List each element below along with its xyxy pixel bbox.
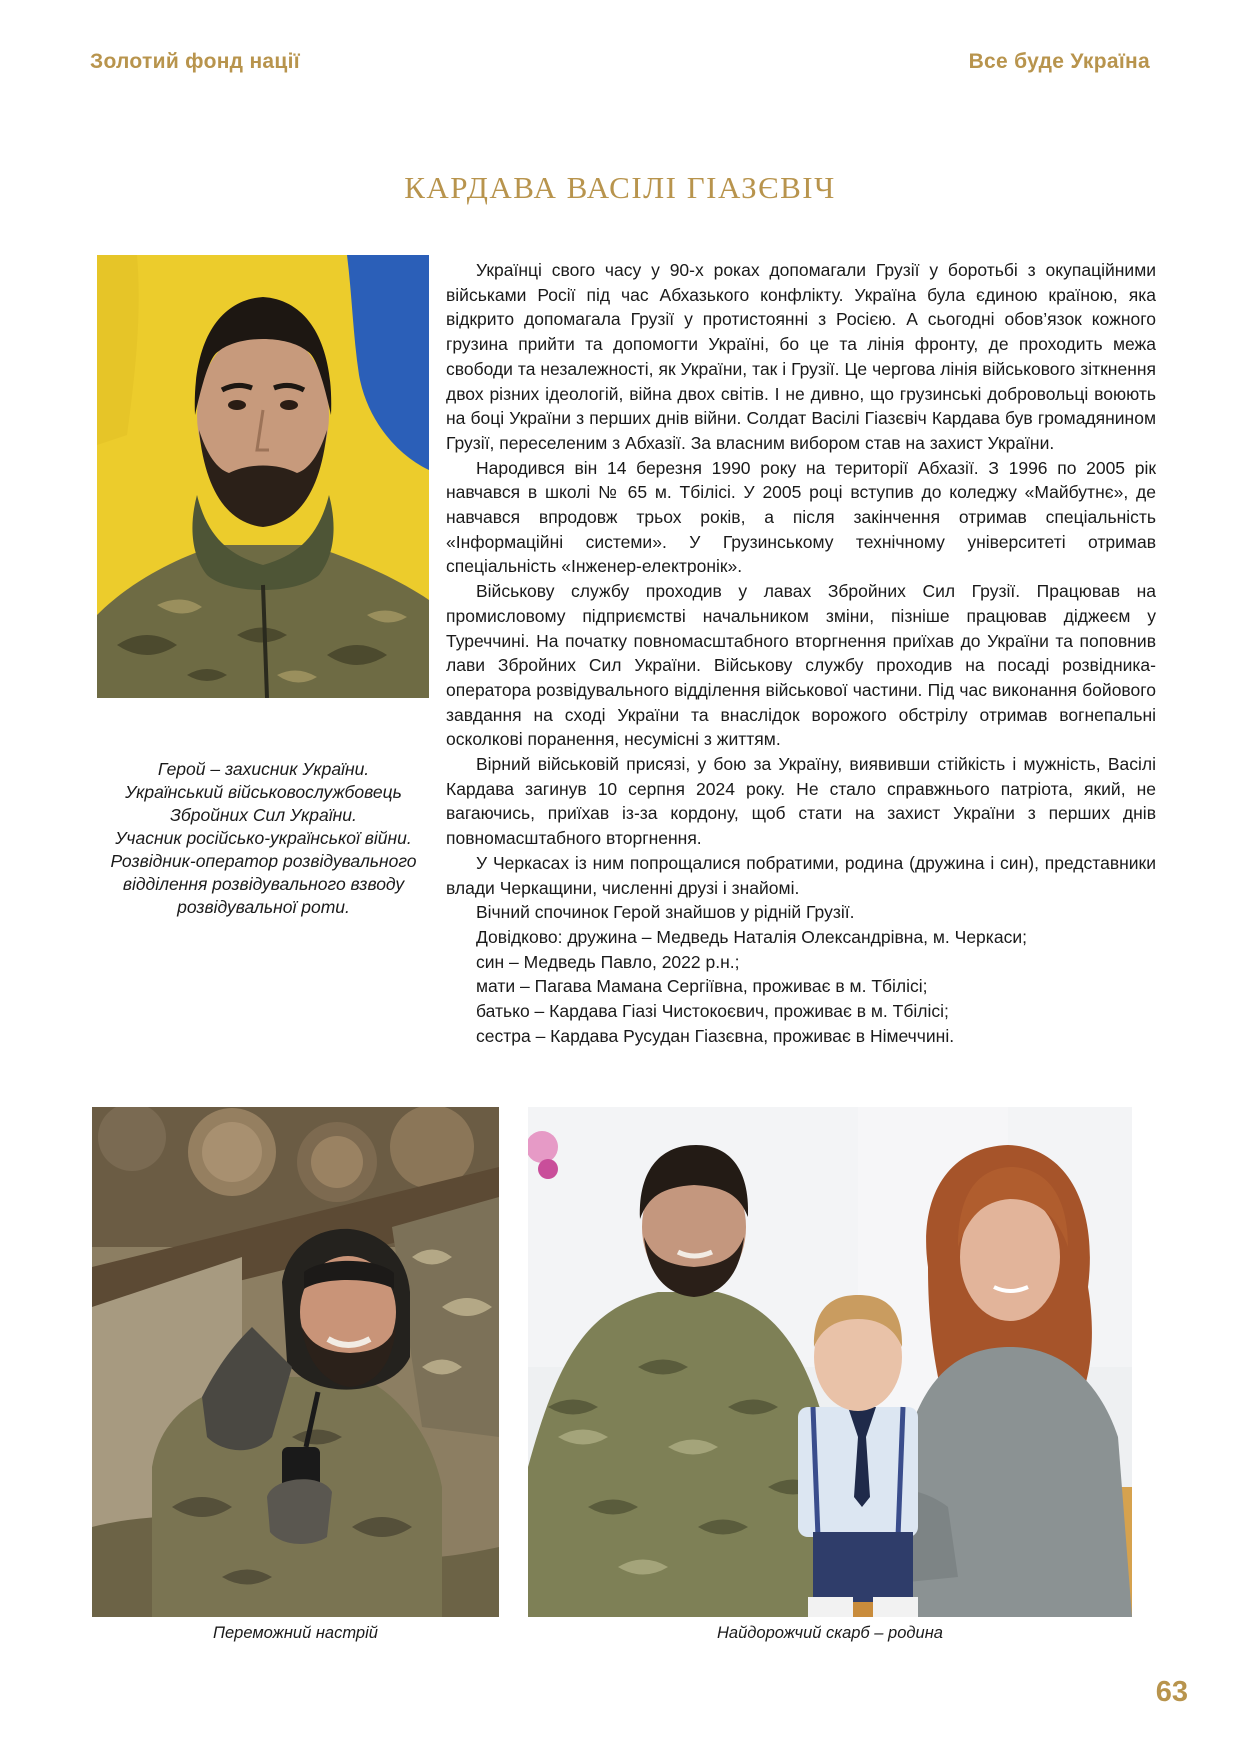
running-header-left: Золотий фонд нації — [90, 50, 300, 73]
portrait-photo — [97, 255, 429, 698]
article-paragraph: Народився він 14 березня 1990 року на території Абхазії. З 1996 по 2005 рік навчався в школі № 65 м. Тбілісі. У 2005 році вступив до коледжу «Майбутнє», де навчався впродовж трьох років, а після закінчення отримав спеціальність «Інформаційні системи». У Грузинському технічному університеті отримав спеціальність «Інженер-електронік». — [446, 457, 1156, 577]
article-paragraph: Військову службу проходив у лавах Збройних Сил Грузії. Працював на промисловому підприємстві начальником зміни, пізніше працював діджеєм у Туреччині. На початку повномасштабного вторгнення приїхав до України та поповнив лави Збройних Сил України. Військову службу проходив на посаді розвідника-оператора розвідувального відділення військової частини. Під час виконання бойового завдання на сході України та внаслідок ворожого обстрілу отримав вогнепальні осколкові поранення, несумісні з життям. — [446, 581, 1156, 750]
family-photo-caption: Найдорожчий скарб – родина — [717, 1624, 943, 1642]
family-illustration — [528, 1107, 1132, 1617]
page-title: КАРДАВА ВАСІЛІ ГІАЗЄВІЧ — [404, 170, 836, 205]
portrait-caption-line: Збройних Сил України. — [170, 805, 357, 825]
portrait-caption-line: Учасник російсько-української війни. — [115, 828, 412, 848]
reference-line: син – Медведь Павло, 2022 р.н.; — [476, 951, 740, 972]
reference-line: Вічний спочинок Герой знайшов у рідній Грузії. — [476, 902, 855, 923]
trench-illustration — [92, 1107, 499, 1617]
reference-line: батько – Кардава Гіазі Чистокоєвич, проживає в м. Тбілісі; — [476, 1001, 949, 1022]
trench-photo-caption: Переможний настрій — [213, 1624, 378, 1642]
reference-line: мати – Пагава Мамана Сергіївна, проживає в м. Тбілісі; — [476, 976, 928, 997]
running-header-right: Все буде Україна — [968, 50, 1150, 73]
reference-line: сестра – Кардава Русудан Гіазєвна, проживає в Німеччині. — [476, 1025, 955, 1046]
family-photo — [528, 1107, 1132, 1617]
article-body — [446, 258, 1156, 1049]
trench-photo — [92, 1107, 499, 1617]
portrait-caption-line: Герой – захисник України. — [157, 759, 370, 779]
article-paragraph: Вірний військовій присязі, у бою за Україну, виявивши стійкість і мужність, Васілі Кардава загинув 10 серпня 2024 року. Не стало справжнього патріота, який, не вагаючись, приїхав із-за кордону, щоб стати на захист України з перших днів повномасштабного вторгнення. — [446, 754, 1156, 849]
portrait-caption-line: розвідувальної роти. — [177, 897, 350, 917]
portrait-caption-line: Український військовослужбовець — [125, 782, 402, 802]
portrait-caption-line: відділення розвідувального взводу — [122, 874, 405, 894]
article-paragraph: Українці свого часу у 90-х роках допомагали Грузії у боротьбі з окупаційними військами Росії під час Абхазького конфлікту. Україна була єдиною країною, яка відкрито допомагала Грузії у протистоянні з Росією. А сьогодні обов’язок кожного грузина прийти та допомогти Україні, бо це та лінія фронту, де проходить межа свободи та незалежності, як України, так і Грузії. Це чергова лінія військового зіткнення двох різних ідеологій, війна двох світів. І не дивно, що грузинські добровольці воюють на боці України з перших днів війни. Солдат Васілі Гіазєвіч Кардава був громадянином Грузії, переселеним з Абхазії. За власним вибором став на захист України. — [446, 260, 1156, 453]
article-paragraph: У Черкасах із ним попрощалися побратими, родина (дружина і син), представники влади Черкащини, численні друзі і знайомі. — [446, 852, 1156, 898]
reference-line: Довідково: дружина – Медведь Наталія Олександрівна, м. Черкаси; — [476, 926, 1027, 947]
reference-list — [446, 900, 1156, 1048]
page-number: 63 — [1155, 1676, 1188, 1708]
portrait-illustration — [97, 255, 429, 698]
portrait-caption — [90, 758, 437, 919]
portrait-caption-line: Розвідник-оператор розвідувального — [110, 851, 417, 871]
